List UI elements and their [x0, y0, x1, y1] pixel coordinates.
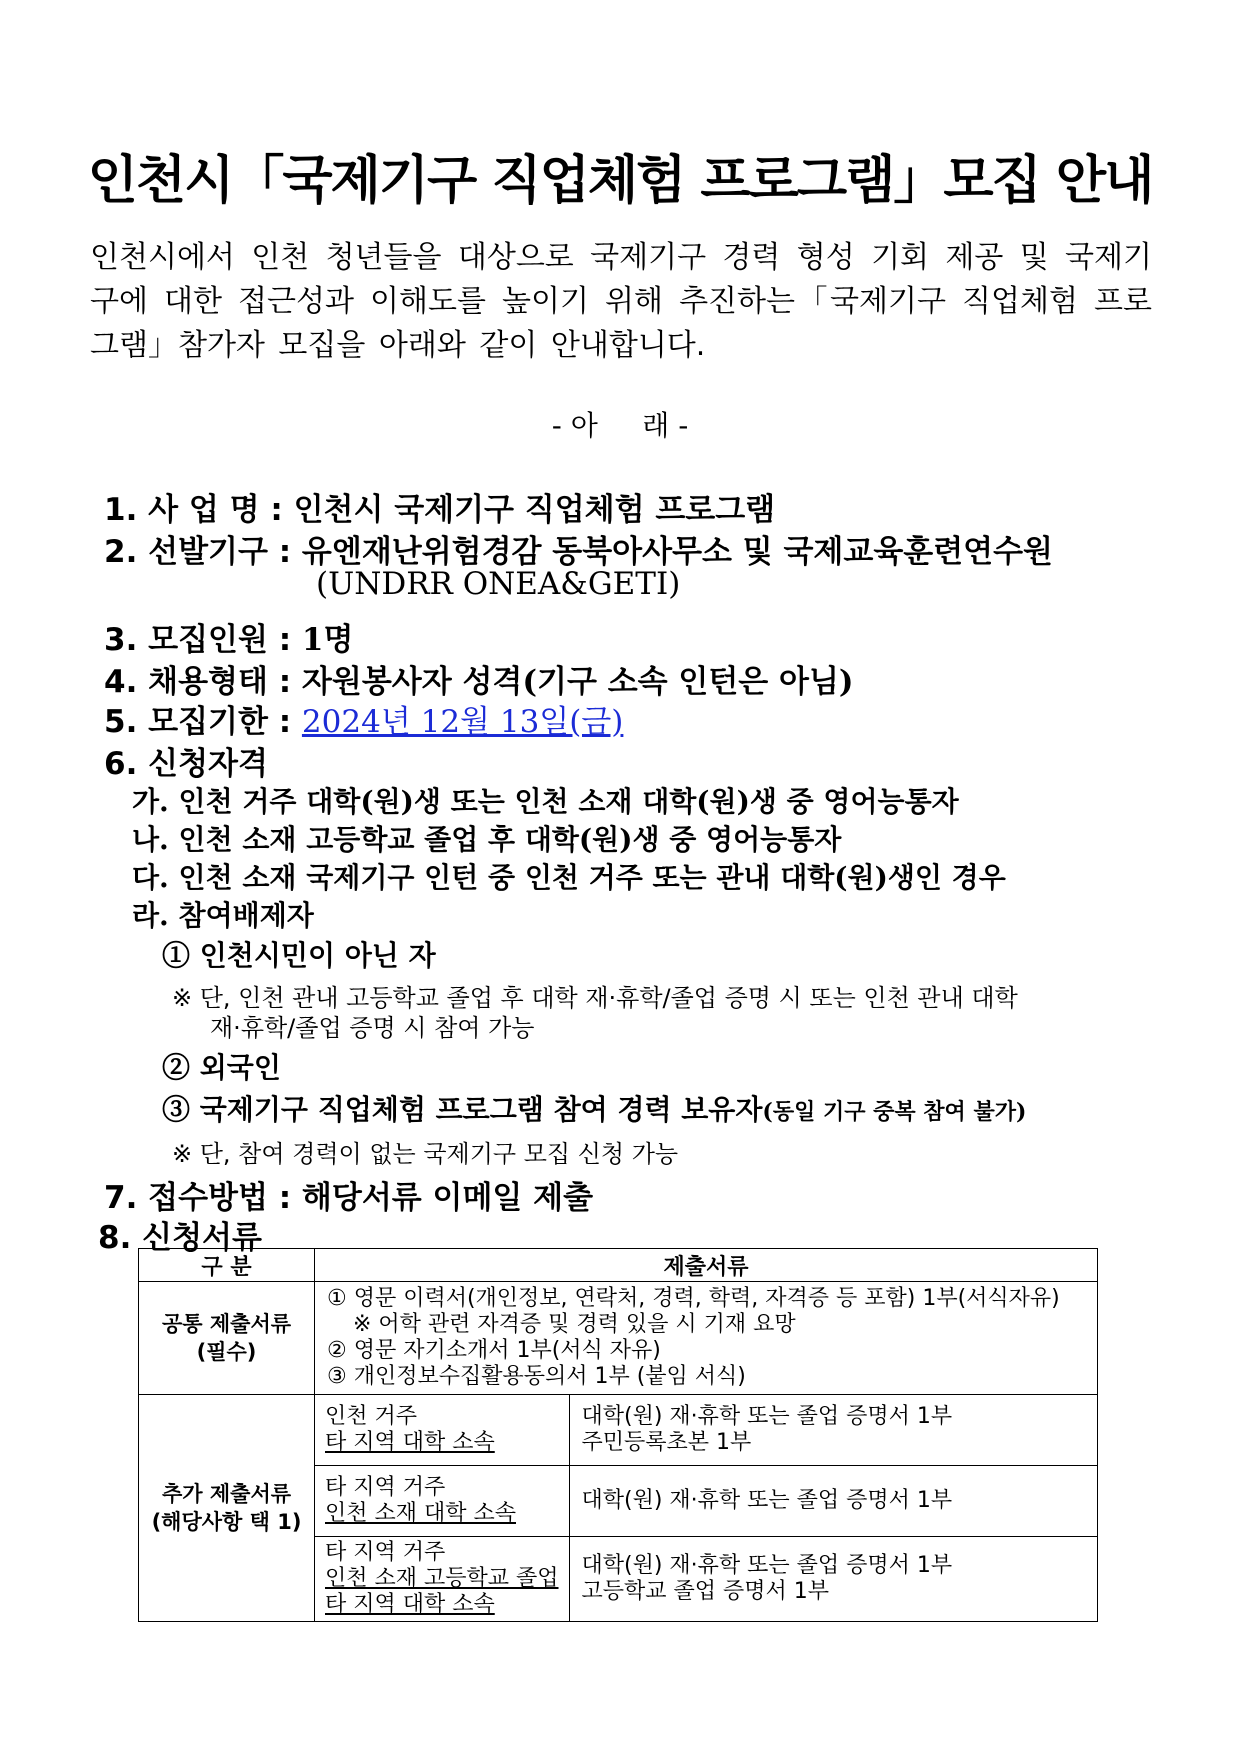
- eligibility-ga: 가. 인천 거주 대학(원)생 또는 인천 소재 대학(원)생 중 영어능통자: [132, 785, 959, 818]
- deadline-link[interactable]: 2024년 12월 13일(금): [301, 704, 624, 740]
- item-label: 1. 사 업 명 :: [104, 492, 283, 528]
- category-cell: 추가 제출서류 (해당사항 택 1): [139, 1395, 315, 1622]
- docs-cell: 대학(원) 재·휴학 또는 졸업 증명서 1부: [569, 1466, 1097, 1537]
- table-header-row: [139, 1249, 1098, 1282]
- item-value: 해당서류 이메일 제출: [301, 1180, 594, 1216]
- item-deadline: [104, 696, 623, 741]
- item-value: 자원봉사자 성격(기구 소속 인턴은 아님): [301, 664, 854, 700]
- item-value: 1명: [301, 622, 354, 658]
- item-label: 3. 모집인원 :: [104, 622, 292, 658]
- item-value: 인천시 국제기구 직업체험 프로그램: [293, 492, 776, 528]
- item-employment: [104, 656, 854, 701]
- condition-cell: 타 지역 거주 인천 소재 고등학교 졸업 타 지역 대학 소속: [315, 1537, 570, 1622]
- page-title: 인천시「국제기구 직업체험 프로그램」모집 안내: [87, 151, 1153, 211]
- item-institution-abbr: (UNDRR ONEA&GETI): [316, 566, 681, 602]
- item-value: 유엔재난위험경감 동북아사무소 및 국제교육훈련연수원: [301, 534, 1054, 570]
- exclusion-1-note: ※ 단, 인천 관내 고등학교 졸업 후 대학 재·휴학/졸업 증명 시 또는 인천 관내 대학: [172, 984, 1018, 1012]
- exclusion-3: ③ 국제기구 직업체험 프로그램 참여 경력 보유자(동일 기구 중복 참여 불가): [162, 1093, 1027, 1126]
- item-headcount: [104, 614, 353, 659]
- table-row: [139, 1282, 1098, 1395]
- table-header: 제출서류: [315, 1249, 1098, 1282]
- condition-cell: 인천 거주 타 지역 대학 소속: [315, 1395, 570, 1466]
- eligibility-na: 나. 인천 소재 고등학교 졸업 후 대학(원)생 중 영어능통자: [132, 823, 842, 856]
- exclusion-2: ② 외국인: [162, 1051, 281, 1084]
- exclusion-3-note: ※ 단, 참여 경력이 없는 국제기구 모집 신청 가능: [172, 1140, 679, 1168]
- item-label: 4. 채용형태 :: [104, 664, 292, 700]
- item-label: 2. 선발기구 :: [104, 534, 292, 570]
- category-cell: 공통 제출서류 (필수): [139, 1282, 315, 1395]
- below-heading: - 아 래 -: [551, 409, 689, 442]
- condition-cell: 타 지역 거주 인천 소재 대학 소속: [315, 1466, 570, 1537]
- exclusion-1-note-cont: 재·휴학/졸업 증명 시 참여 가능: [210, 1014, 535, 1042]
- item-business-name: [104, 484, 775, 529]
- table-header: 구 분: [139, 1249, 315, 1282]
- intro-paragraph: 인천시에서 인천 청년들을 대상으로 국제기구 경력 형성 기회 제공 및 국제기구에 대한 접근성과 이해도를 높이기 위해 추진하는「국제기구 직업체험 프로그램」참가자 모집을 아래와 같이 안내합니다.: [90, 240, 1152, 363]
- documents-table: [138, 1248, 1098, 1622]
- item-eligibility: [104, 738, 268, 783]
- item-method: [104, 1172, 593, 1217]
- item-label: 6. 신청자격: [104, 746, 268, 782]
- item-label: 8. 신청서류: [98, 1220, 262, 1256]
- item-label: 7. 접수방법 :: [104, 1180, 292, 1216]
- common-docs-cell: ① 영문 이력서(개인정보, 연락처, 경력, 학력, 자격증 등 포함) 1부(서식자유) ※ 어학 관련 자격증 및 경력 있을 시 기재 요망 ② 영문 자기소개서 1부(서식 자유) ③ 개인정보수집활용동의서 1부 (붙임 서식): [315, 1282, 1098, 1395]
- item-label: 5. 모집기한 :: [104, 704, 292, 740]
- eligibility-da: 다. 인천 소재 국제기구 인턴 중 인천 거주 또는 관내 대학(원)생인 경우: [132, 861, 1006, 894]
- eligibility-ra: 라. 참여배제자: [132, 899, 314, 932]
- item-institution: [104, 526, 1053, 571]
- docs-cell: 대학(원) 재·휴학 또는 졸업 증명서 1부 고등학교 졸업 증명서 1부: [569, 1537, 1097, 1622]
- docs-cell: 대학(원) 재·휴학 또는 졸업 증명서 1부 주민등록초본 1부: [569, 1395, 1097, 1466]
- table-row: [139, 1395, 1098, 1466]
- exclusion-1: ① 인천시민이 아닌 자: [162, 939, 436, 972]
